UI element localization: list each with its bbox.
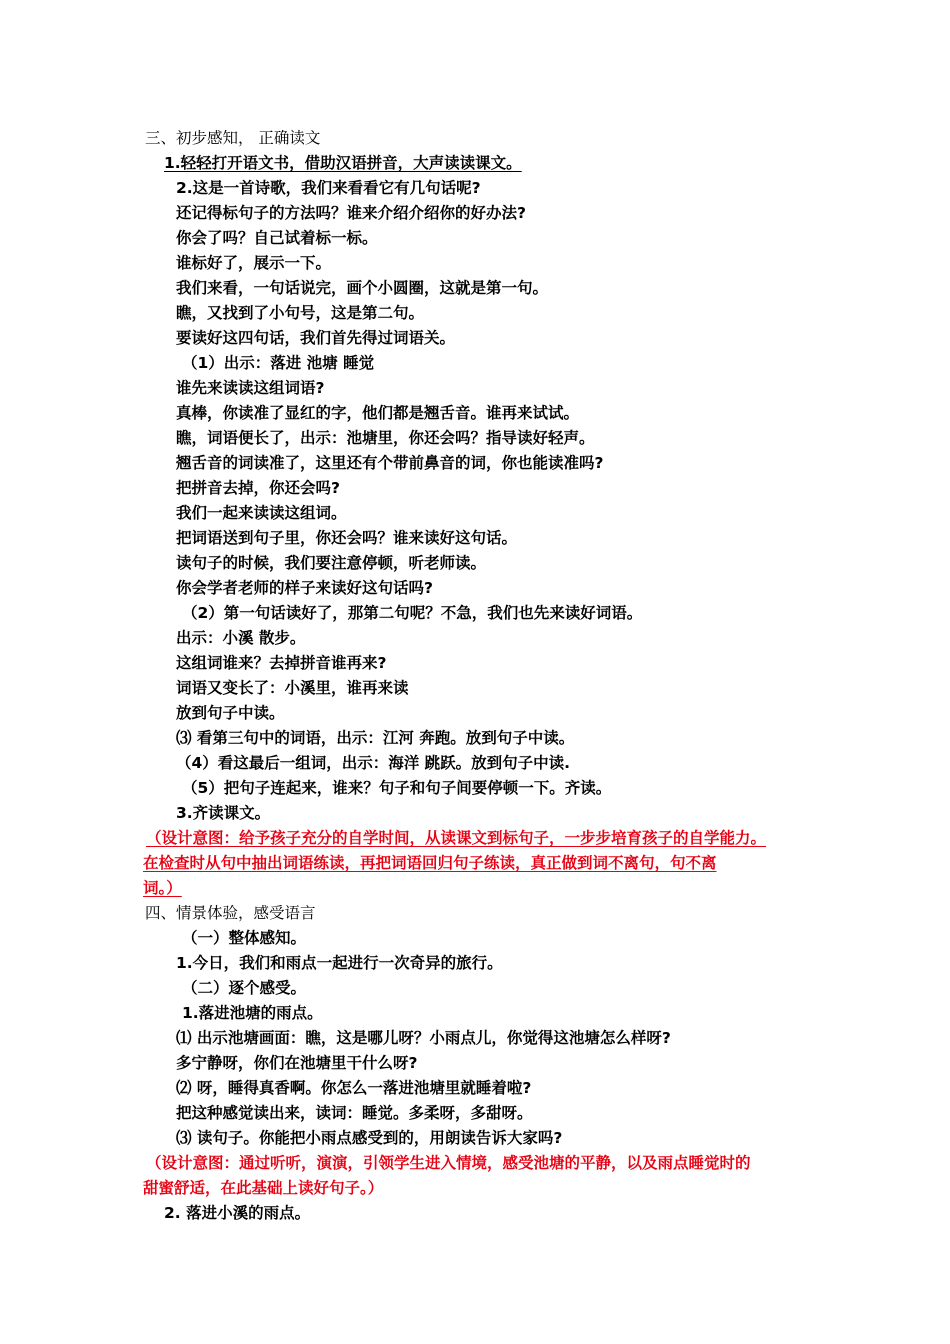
- text-line: 把这种感觉读出来，读词：睡觉。多柔呀，多甜呀。: [176, 1104, 533, 1122]
- text-line: 1.今日，我们和雨点一起进行一次奇异的旅行。: [176, 954, 503, 972]
- text-line: 词语又变长了：小溪里，谁再来读: [176, 679, 409, 697]
- text-line: （2）第一句话读好了，那第二句呢？不急，我们也先来读好词语。: [182, 604, 643, 622]
- text-line: ⑶ 看第三句中的词语，出示：江河 奔跑。放到句子中读。: [176, 729, 575, 747]
- design-note-line: 词。）: [143, 879, 182, 897]
- text-line: 放到句子中读。: [176, 704, 285, 722]
- text-line: 把拼音去掉，你还会吗?: [176, 479, 340, 497]
- design-note-line: 在检查时从句中抽出词语练读，再把词语回归句子练读，真正做到词不离句，句不离: [143, 854, 717, 872]
- text-line: 3.齐读课文。: [176, 804, 271, 822]
- text-line: ⑴ 出示池塘画面：瞧，这是哪儿呀？小雨点儿，你觉得这池塘怎么样呀?: [176, 1029, 671, 1047]
- text-line: 你会了吗？自己试着标一标。: [176, 229, 378, 247]
- text-line: 你会学者老师的样子来读好这句话吗?: [176, 579, 433, 597]
- text-line: 这组词谁来？去掉拼音谁再来?: [176, 654, 387, 672]
- text-line: 出示：小溪 散步。: [176, 629, 306, 647]
- design-note-line: （设计意图：给予孩子充分的自学时间，从读课文到标句子，一步步培育孩子的自学能力。: [146, 829, 767, 847]
- section-4-heading: 四、情景体验，感受语言: [145, 904, 316, 922]
- text-line: （1）出示：落进 池塘 睡觉: [182, 354, 375, 372]
- text-line: 翘舌音的词读准了，这里还有个带前鼻音的词，你也能读准吗?: [176, 454, 604, 472]
- text-line: （4）看这最后一组词，出示：海洋 跳跃。放到句子中读.: [176, 754, 571, 772]
- section-3-heading: 三、初步感知， 正确读文: [145, 129, 321, 147]
- text-line: 2.这是一首诗歌，我们来看看它有几句话呢?: [176, 179, 481, 197]
- text-line: 多宁静呀，你们在池塘里干什么呀?: [176, 1054, 418, 1072]
- text-line: ⑵ 呀，睡得真香啊。你怎么一落进池塘里就睡着啦?: [176, 1079, 532, 1097]
- text-line: 2. 落进小溪的雨点。: [164, 1204, 311, 1222]
- text-line: ⑶ 读句子。你能把小雨点感受到的，用朗读告诉大家吗?: [176, 1129, 563, 1147]
- text-line: 谁先来读读这组词语?: [176, 379, 325, 397]
- text-line: 1.落进池塘的雨点。: [182, 1004, 323, 1022]
- text-line: 瞧，词语便长了，出示：池塘里，你还会吗？指导读好轻声。: [176, 429, 595, 447]
- text-line: 还记得标句子的方法吗？谁来介绍介绍你的好办法?: [176, 204, 526, 222]
- text-line: 把词语送到句子里，你还会吗？谁来读好这句话。: [176, 529, 518, 547]
- text-line: 我们来看，一句话说完，画个小圆圈，这就是第一句。: [176, 279, 549, 297]
- text-line: 读句子的时候，我们要注意停顿，听老师读。: [176, 554, 487, 572]
- text-line: （5）把句子连起来，谁来？句子和句子间要停顿一下。齐读。: [182, 779, 612, 797]
- design-note-line: （设计意图：通过听听，演演，引领学生进入情境，感受池塘的平静，以及雨点睡觉时的: [146, 1154, 751, 1172]
- text-line: （二）逐个感受。: [182, 979, 307, 997]
- text-line: 我们一起来读读这组词。: [176, 504, 347, 522]
- step-1-line: 1.轻轻打开语文书，借助汉语拼音，大声读读课文。: [164, 154, 522, 172]
- design-note-line: 甜蜜舒适，在此基础上读好句子。）: [143, 1179, 384, 1197]
- text-line: 要读好这四句话，我们首先得过词语关。: [176, 329, 456, 347]
- text-line: 瞧，又找到了小句号，这是第二句。: [176, 304, 425, 322]
- text-line: 真棒，你读准了显红的字，他们都是翘舌音。谁再来试试。: [176, 404, 580, 422]
- text-line: 谁标好了，展示一下。: [176, 254, 332, 272]
- text-line: （一）整体感知。: [182, 929, 307, 947]
